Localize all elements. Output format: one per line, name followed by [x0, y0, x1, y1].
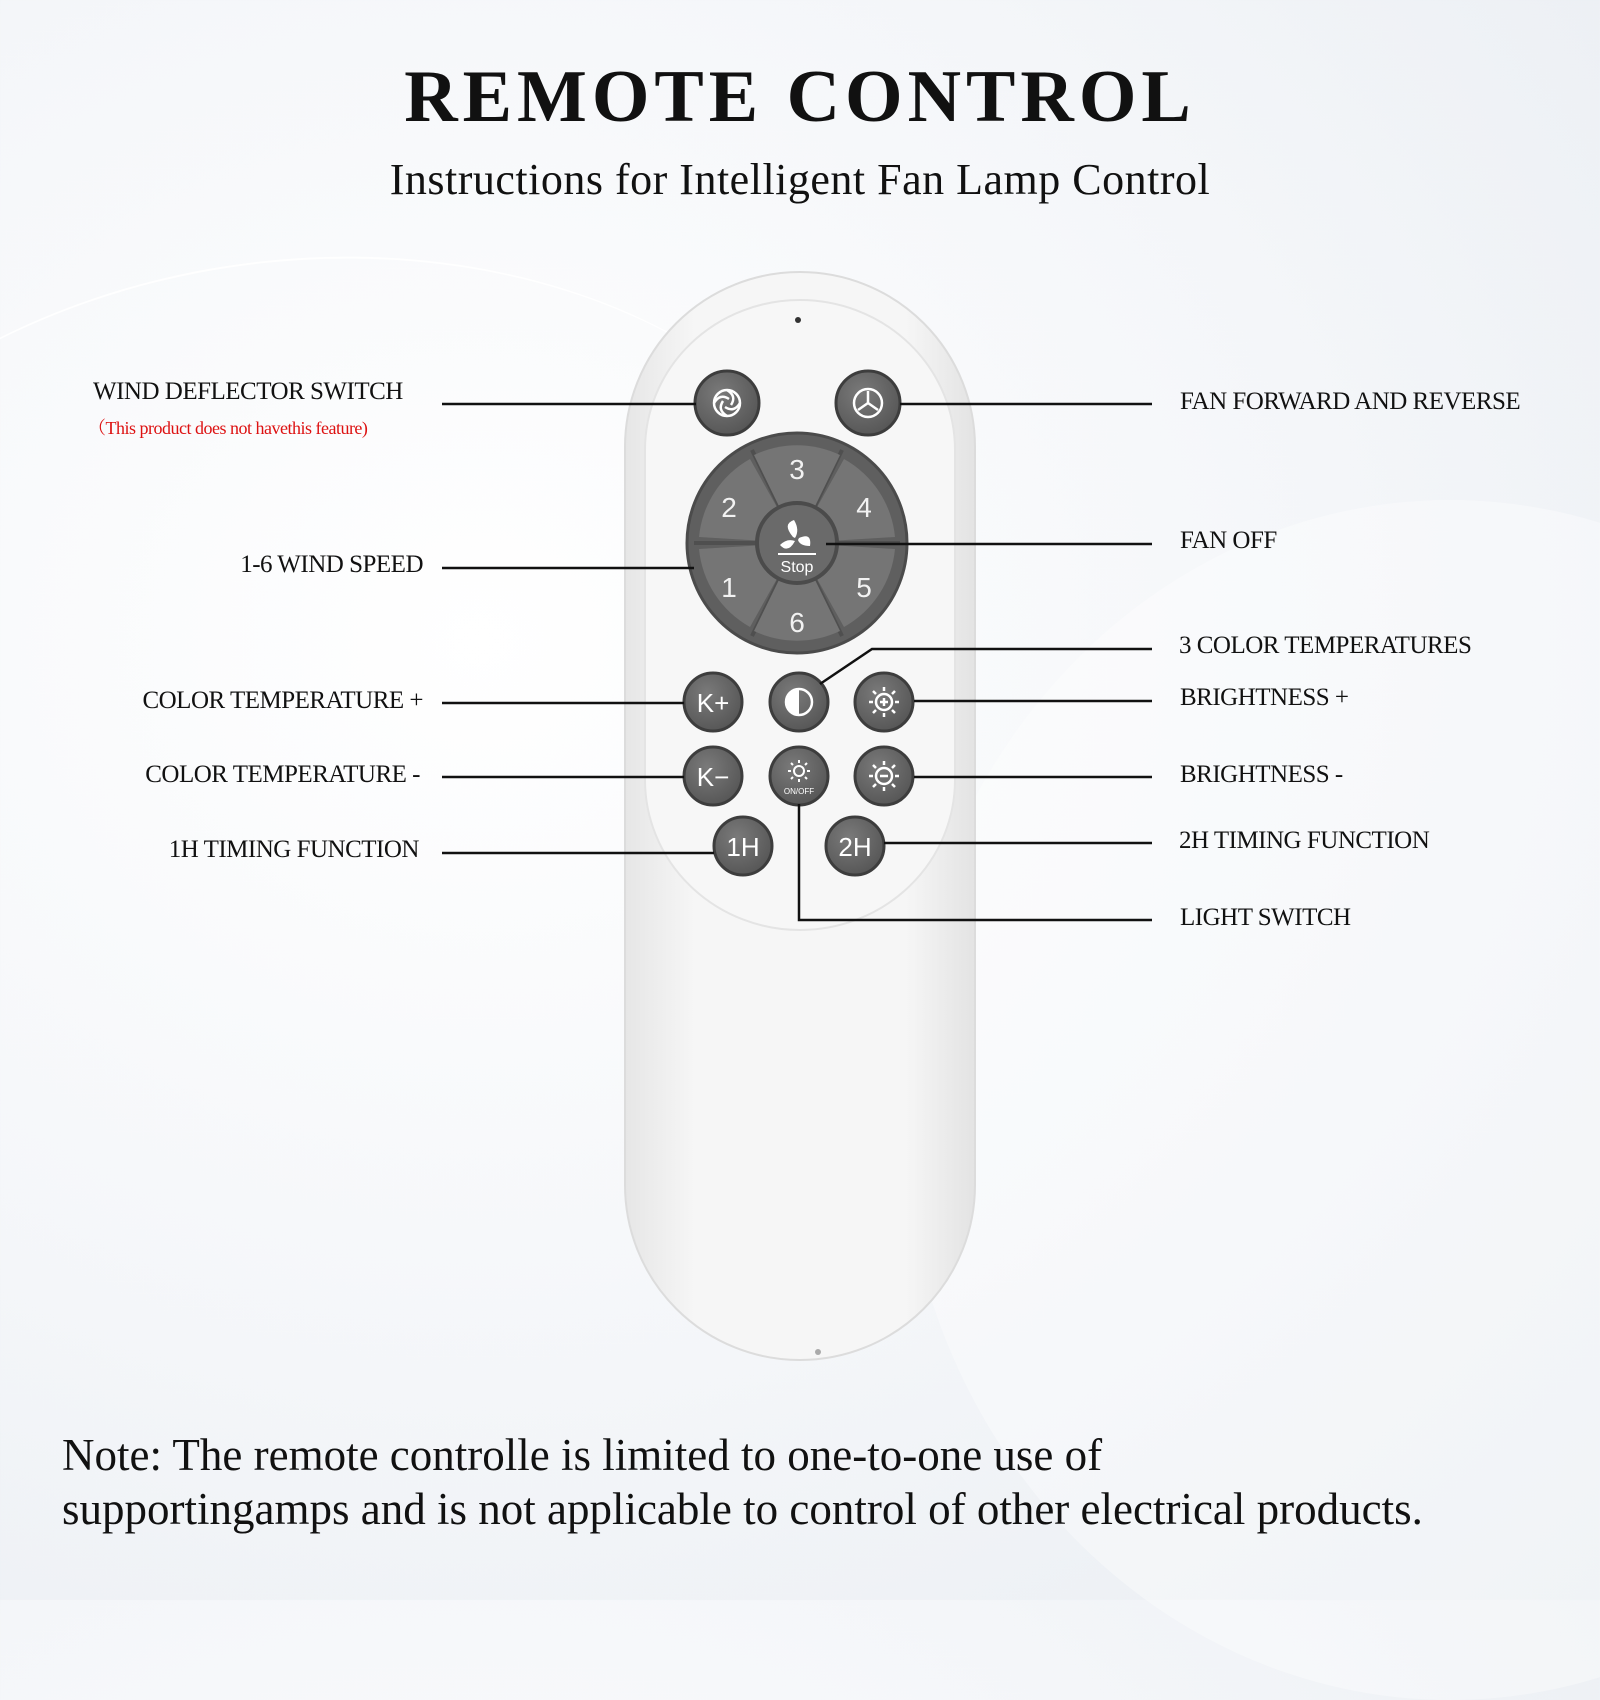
speed-2: 2: [721, 492, 737, 523]
label-color-temps-3: 3 COLOR TEMPERATURES: [1179, 632, 1472, 659]
speed-5: 5: [856, 572, 872, 603]
stop-label: Stop: [780, 559, 814, 576]
label-brightness-plus: BRIGHTNESS +: [1180, 684, 1349, 711]
note-line-1: Note: The remote controlle is limited to one-to-one use of: [62, 1430, 1103, 1480]
label-wind-speed: 1-6 WIND SPEED: [240, 551, 423, 578]
page-subtitle: Instructions for Intelligent Fan Lamp Control: [389, 155, 1211, 204]
speed-1: 1: [721, 572, 737, 603]
label-wind-deflector-note: （This product does not havethis feature): [88, 418, 368, 438]
svg-text:1H: 1H: [726, 832, 760, 862]
timer-2h-button: [826, 817, 884, 875]
label-color-temp-minus: COLOR TEMPERATURE -: [145, 761, 420, 788]
label-light-switch: LIGHT SWITCH: [1180, 904, 1351, 931]
label-timing-1h: 1H TIMING FUNCTION: [168, 836, 419, 863]
color-temperatures-button: [770, 673, 828, 731]
brightness-plus-button: [855, 673, 913, 731]
bottom-screw-dot: [815, 1349, 821, 1355]
label-color-temp-plus: COLOR TEMPERATURE +: [142, 687, 423, 714]
note-line-2: supportingamps and is not applicable to control of other electrical products.: [62, 1484, 1423, 1534]
label-wind-deflector: WIND DEFLECTOR SWITCH: [93, 378, 403, 405]
color-temp-minus-button: [684, 747, 742, 805]
label-fan-off: FAN OFF: [1180, 527, 1277, 554]
page-title: REMOTE CONTROL: [404, 56, 1196, 138]
label-timing-2h: 2H TIMING FUNCTION: [1179, 827, 1430, 854]
speed-3: 3: [789, 454, 805, 485]
footer-note: [62, 1428, 1562, 1536]
fan-forward-reverse-button: [836, 371, 900, 435]
speed-6: 6: [789, 607, 805, 638]
svg-text:2H: 2H: [838, 832, 872, 862]
label-brightness-minus: BRIGHTNESS -: [1180, 761, 1343, 788]
ir-indicator-dot: [795, 317, 801, 323]
on-off-label: ON/OFF: [783, 787, 815, 796]
svg-text:K−: K−: [696, 762, 730, 792]
brightness-minus-button: [855, 747, 913, 805]
timer-1h-button: [714, 817, 772, 875]
label-fan-forward-reverse: FAN FORWARD AND REVERSE: [1180, 388, 1521, 415]
light-switch-button: [770, 747, 828, 805]
speed-4: 4: [856, 492, 872, 523]
wind-deflector-button: [695, 371, 759, 435]
color-temp-plus-button: [684, 673, 742, 731]
svg-text:K+: K+: [696, 688, 730, 718]
